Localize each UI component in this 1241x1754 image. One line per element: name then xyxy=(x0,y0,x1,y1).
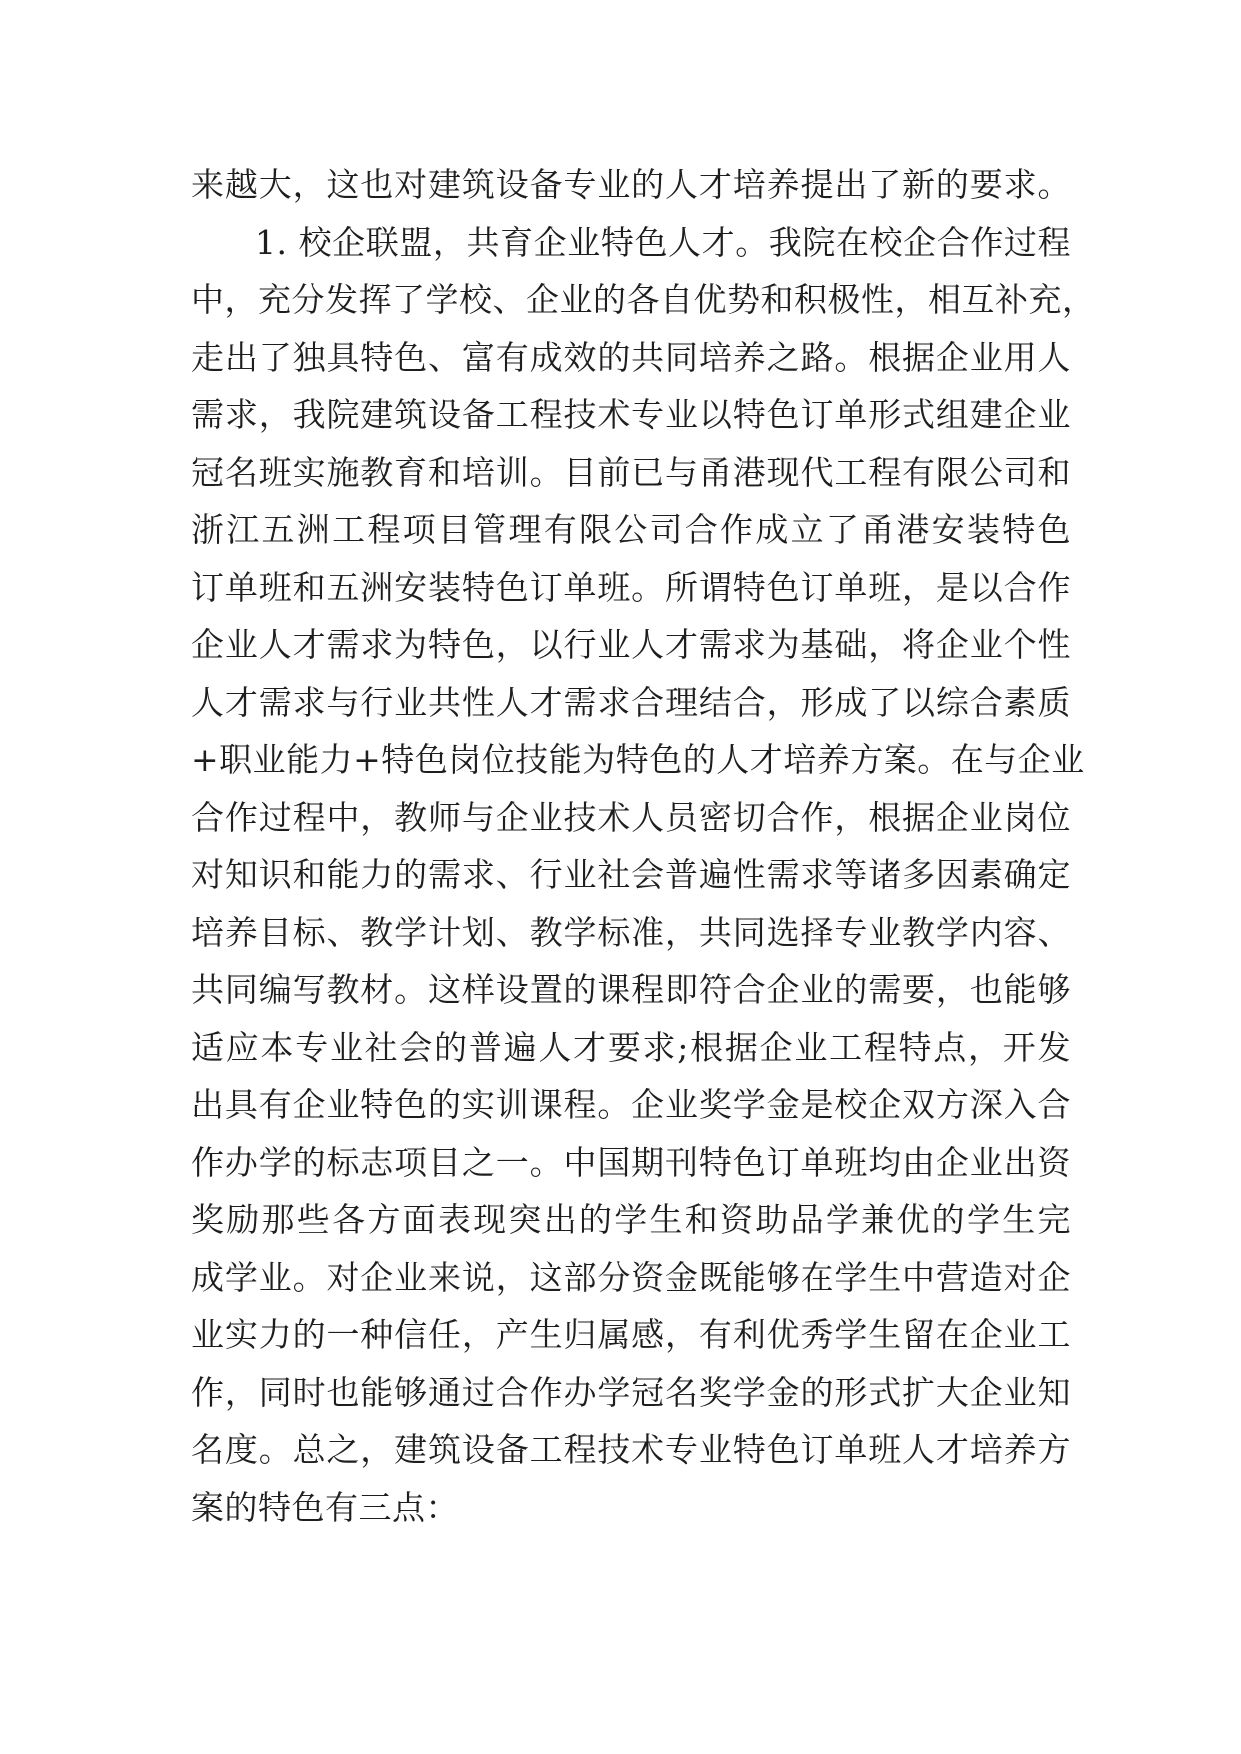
text-line: 企业人才需求为特色，以行业人才需求为基础，将企业个性 xyxy=(191,625,1071,664)
text-line: +职业能力+特色岗位技能为特色的人才培养方案。在与企业 xyxy=(191,740,1085,779)
text-line: 浙江五洲工程项目管理有限公司合作成立了甬港安装特色 xyxy=(191,510,1071,549)
text-line: 培养目标、教学计划、教学标准，共同选择专业教学内容、 xyxy=(191,912,1071,952)
text-line: 出具有企业特色的实训课程。企业奖学金是校企双方深入合 xyxy=(191,1085,1071,1124)
text-line: 成学业。对企业来说，这部分资金既能够在学生中营造对企 xyxy=(191,1257,1071,1297)
text-line: 共同编写教材。这样设置的课程即符合企业的需要，也能够 xyxy=(191,970,1071,1009)
text-line: 来越大，这也对建筑设备专业的人才培养提出了新的要求。 xyxy=(191,165,1071,204)
text-line: 订单班和五洲安装特色订单班。所谓特色订单班，是以合作 xyxy=(191,567,1071,607)
text-line: 奖励那些各方面表现突出的学生和资助品学兼优的学生完 xyxy=(191,1200,1071,1239)
text-line: 合作过程中，教师与企业技术人员密切合作，根据企业岗位 xyxy=(191,797,1071,837)
text-line: 中，充分发挥了学校、企业的各自优势和积极性，相互补充， xyxy=(191,280,1096,319)
text-line: 案的特色有三点： xyxy=(191,1487,459,1527)
text-line: 人才需求与行业共性人才需求合理结合，形成了以综合素质 xyxy=(191,682,1071,722)
text-line: 走出了独具特色、富有成效的共同培养之路。根据企业用人 xyxy=(191,337,1071,377)
text-line: 冠名班实施教育和培训。目前已与甬港现代工程有限公司和 xyxy=(191,452,1071,492)
text-line: 名度。总之，建筑设备工程技术专业特色订单班人才培养方 xyxy=(191,1430,1071,1469)
text-line: 业实力的一种信任，产生归属感，有利优秀学生留在企业工 xyxy=(191,1315,1071,1354)
text-line: 需求，我院建筑设备工程技术专业以特色订单形式组建企业 xyxy=(191,395,1071,434)
text-line: 作，同时也能够通过合作办学冠名奖学金的形式扩大企业知 xyxy=(191,1372,1071,1412)
text-line: 适应本专业社会的普遍人才要求;根据企业工程特点，开发 xyxy=(191,1027,1071,1067)
text-line: 1. 校企联盟，共育企业特色人才。我院在校企合作过程 xyxy=(255,222,1071,262)
text-line: 作办学的标志项目之一。中国期刊特色订单班均由企业出资 xyxy=(191,1142,1071,1182)
text-line: 对知识和能力的需求、行业社会普遍性需求等诸多因素确定 xyxy=(191,855,1071,894)
body-text xyxy=(191,156,1096,1536)
